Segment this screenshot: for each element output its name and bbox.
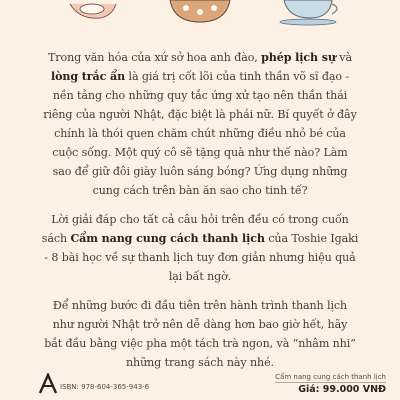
price-text: Giá: 99.000 VNĐ [298, 384, 386, 395]
top-illustrations [0, 0, 400, 26]
p1-line-6: cuộc sống. Một quý cô sẽ tặng quà như thế nào? Làm [52, 146, 348, 159]
p2-line-1: Lời giải đáp cho tất cả câu hỏi trên đều có trong cuốn [51, 213, 349, 226]
p1-line-2: lòng trắc ẩn là giá trị cốt lõi của tinh thần võ sĩ đạo - [50, 70, 350, 83]
p1-line-3: nền tảng cho những quy tắc ứng xử tạo nên thần thái [52, 89, 348, 102]
polite-manners-text: phép lịch sự [261, 51, 336, 64]
p1-line-7: sao để giữ đôi giày luôn sáng bóng? Ứng dụng những [52, 165, 348, 178]
p1-line-5: chính là thói quen chăm chút những điều nhỏ bé của [54, 127, 346, 140]
p3-line-3: bắt đầu bằng việc pha một tách trà ngon, và “nhâm nhi” [44, 337, 356, 350]
shoe-illustration [70, 4, 116, 18]
p1-line-4: riêng của người Nhật, đặc biệt là phái nữ. Bí quyết ở đây [43, 108, 357, 121]
teacup-illustration [280, 0, 337, 25]
p3-line-2: như người Nhật trở nên dễ dàng hơn bao giờ hết, hãy [52, 318, 348, 331]
p1-line-8: cung cách trên bàn ăn sao cho tinh tế? [92, 184, 308, 197]
p3-line-4: những trang sách này nhé. [126, 356, 274, 369]
book-title-text: Cẩm nang cung cách thanh lịch [70, 232, 265, 245]
p2-line-2: sách Cẩm nang cung cách thanh lịch của Toshie Igaki [41, 232, 359, 245]
compassion-text: lòng trắc ẩn [50, 70, 126, 83]
p2-line-3: - 8 bài học về sự thanh lịch tuy đơn giản nhưng hiệu quả [44, 251, 356, 264]
price-block [275, 373, 386, 395]
p1-line-1: Trong văn hóa của xứ sở hoa anh đào, phép lịch sự và [48, 51, 352, 64]
series-title: Cẩm nang cung cách thanh lịch [275, 373, 386, 381]
bowl-illustration [170, 0, 230, 22]
isbn-text: ISBN: 978-604-365-943-6 [60, 383, 150, 391]
p3-line-1: Để những bước đi đầu tiên trên hành trình thanh lịch [52, 299, 348, 312]
p2-line-4: lại bất ngờ. [168, 270, 232, 283]
publisher-logo-icon [38, 373, 58, 395]
